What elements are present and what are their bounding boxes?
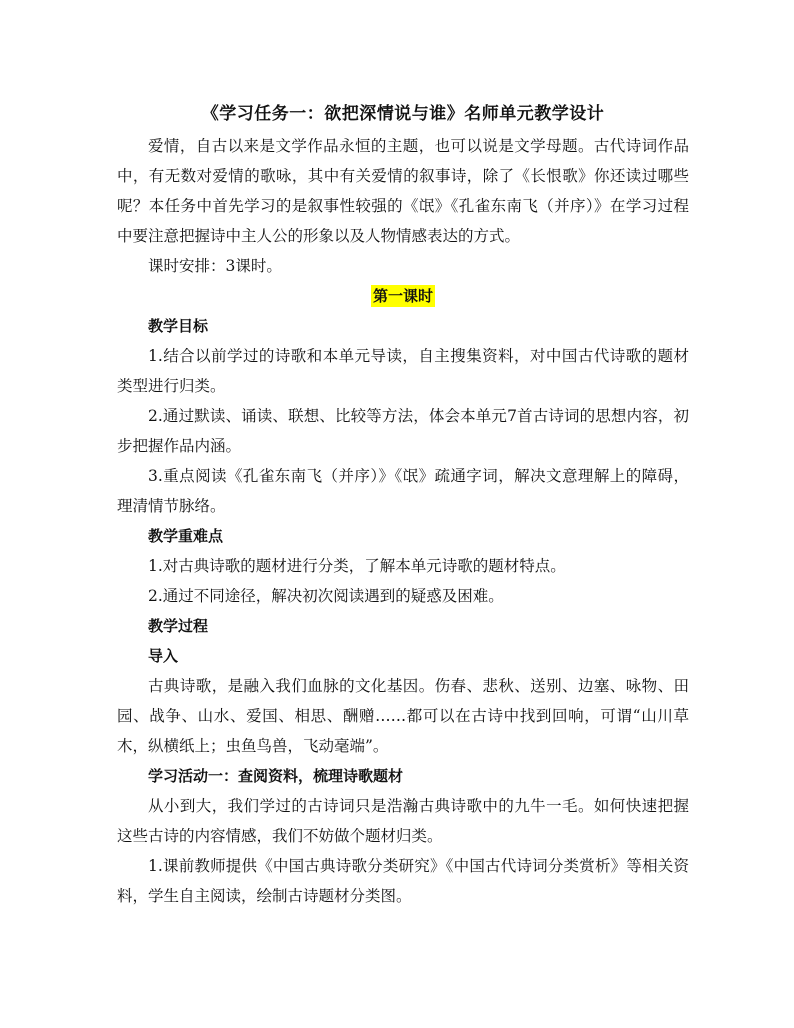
goal-item: 3.重点阅读《孔雀东南飞（并序）》《氓》疏通字词，解决文意理解上的障碍，理清情节脉络。: [117, 467, 689, 515]
goals-heading: 教学目标: [148, 317, 209, 335]
keypoint-item: 1.对古典诗歌的题材进行分类，了解本单元诗歌的题材特点。: [148, 557, 566, 575]
intro-section-heading: 导入: [148, 647, 179, 665]
goal-item: 1.结合以前学过的诗歌和本单元导读，自主搜集资料，对中国古代诗歌的题材类型进行归类。: [117, 347, 689, 395]
intro-section-text: 古典诗歌，是融入我们血脉的文化基因。伤春、悲秋、送别、边塞、咏物、田园、战争、山水、爱国、相思、酬赠……都可以在古诗中找到回响，可谓“山川草木，纵横纸上；虫鱼鸟兽，飞动毫端”。: [117, 677, 689, 755]
lesson-title: 第一课时: [372, 287, 433, 305]
activity1-step1: 1.课前教师提供《中国古典诗歌分类研究》《中国古代诗词分类赏析》等相关资料，学生自主阅读，绘制古诗题材分类图。: [117, 857, 689, 905]
document-title: 《学习任务一：欲把深情说与谁》名师单元教学设计: [201, 104, 605, 124]
process-heading: 教学过程: [148, 617, 209, 635]
keypoint-item: 2.通过不同途径，解决初次阅读遇到的疑惑及困难。: [148, 587, 504, 605]
activity1-text: 从小到大，我们学过的古诗词只是浩瀚古典诗歌中的九牛一毛。如何快速把握这些古诗的内容情感，我们不妨做个题材归类。: [117, 797, 689, 845]
keypoints-heading: 教学重难点: [148, 527, 224, 545]
intro-paragraph: 爱情，自古以来是文学作品永恒的主题，也可以说是文学母题。古代诗词作品中，有无数对爱情的歌咏，其中有关爱情的叙事诗，除了《长恨歌》你还读过哪些呢？本任务中首先学习的是叙事性较强的《氓》《孔雀东南飞（并序）》在学习过程中要注意把握诗中主人公的形象以及人物情感表达的方式。: [117, 137, 689, 245]
schedule-text: 课时安排：3课时。: [148, 257, 282, 275]
activity1-heading: 学习活动一：查阅资料，梳理诗歌题材: [148, 767, 404, 785]
document-page: [117, 97, 689, 911]
lesson-title-wrap: [117, 281, 689, 311]
goal-item: 2.通过默读、诵读、联想、比较等方法，体会本单元7首古诗词的思想内容，初步把握作品内涵。: [117, 407, 689, 455]
